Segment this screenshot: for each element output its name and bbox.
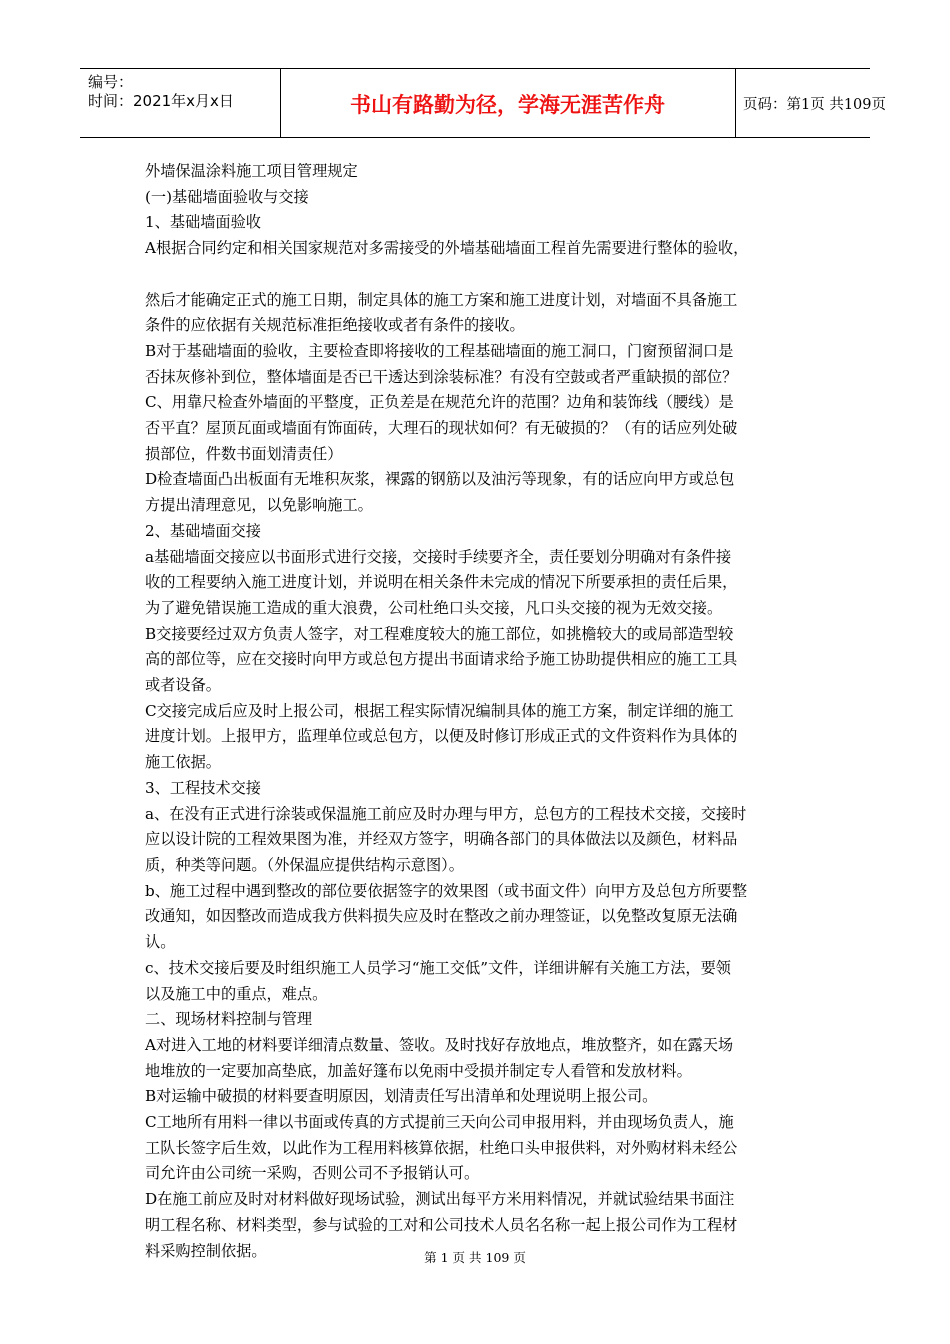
body-line: 司允许由公司统一采购，否则公司不予报销认可。 bbox=[145, 1164, 480, 1183]
body-line: 明工程名称、材料类型，参与试验的工对和公司技术人员名名称一起上报公司作为工程材 bbox=[145, 1215, 738, 1234]
body-line: 否平直？屋顶瓦面或墙面有饰面砖，大理石的现状如何？有无破损的？（有的话应列处破 bbox=[145, 419, 738, 438]
body-line: 外墙保温涂料施工项目管理规定 bbox=[145, 162, 358, 180]
body-line: a基础墙面交接应以书面形式进行交接，交接时手续要齐全，责任要划分明确对有条件接 bbox=[145, 547, 732, 566]
body-line: 进度计划。上报甲方，监理单位或总包方，以便及时修订形成正式的文件资料作为具体的 bbox=[145, 727, 738, 746]
body-line: C工地所有用料一律以书面或传真的方式提前三天向公司申报用料，并由现场负责人，施 bbox=[145, 1113, 734, 1132]
body-line: A根据合同约定和相关国家规范对多需接受的外墙基础墙面工程首先需要进行整体的验收， bbox=[145, 239, 749, 258]
body-line: 损部位，件数书面划清责任） bbox=[145, 444, 343, 463]
body-line: a、在没有正式进行涂装或保温施工前应及时办理与甲方，总包方的工程技术交接，交接时 bbox=[145, 804, 747, 823]
body-line: 或者设备。 bbox=[145, 676, 221, 695]
body-line: 质，种类等问题。（外保温应提供结构示意图）。 bbox=[145, 855, 464, 874]
body-line: 改通知，如因整改而造成我方供料损失应及时在整改之前办理签证，以免整改复原无法确 bbox=[145, 907, 738, 926]
header-page-info: 页码：第1页 共109页 bbox=[743, 97, 887, 113]
body-line: 高的部位等，应在交接时向甲方或总包方提出书面请求给予施工协助提供相应的施工工具 bbox=[145, 650, 738, 669]
body-line: b、施工过程中遇到整改的部位要依据签字的效果图（或书面文件）向甲方及总包方所要整 bbox=[145, 881, 748, 900]
header-motto: 书山有路勤为径，学海无涯苦作舟 bbox=[350, 93, 665, 117]
document-number-label: 编号： bbox=[88, 73, 134, 91]
body-line: B交接要经过双方负责人签字，对工程难度较大的施工部位，如挑檐较大的或局部造型较 bbox=[145, 624, 734, 643]
body-line: A对进入工地的材料要详细清点数量、签收。及时找好存放地点，堆放整齐，如在露天场 bbox=[145, 1035, 734, 1054]
body-line: 1、基础墙面验收 bbox=[145, 213, 261, 232]
blank-line bbox=[145, 262, 810, 288]
page-footer: 第 1 页 共 109 页 bbox=[424, 1250, 526, 1265]
header-left-cell bbox=[80, 69, 281, 137]
body-line: 收的工程要纳入施工进度计划，并说明在相关条件未完成的情况下所要承担的责任后果， bbox=[145, 573, 738, 592]
body-line: D在施工前应及时对材料做好现场试验，测试出每平方米用料情况，并就试验结果书面注 bbox=[145, 1190, 735, 1209]
body-line: C、用靠尺检查外墙面的平整度，正负差是在规范允许的范围？边角和装饰线（腰线）是 bbox=[145, 393, 734, 412]
body-line: 以及施工中的重点，难点。 bbox=[145, 984, 328, 1003]
body-line: 施工依据。 bbox=[145, 753, 221, 772]
body-line: 条件的应依据有关规范标准拒绝接收或者有条件的接收。 bbox=[145, 316, 525, 335]
body-line: C交接完成后应及时上报公司，根据工程实际情况编制具体的施工方案，制定详细的施工 bbox=[145, 701, 734, 720]
page-header bbox=[80, 68, 887, 138]
body-line: 3、工程技术交接 bbox=[145, 778, 261, 797]
body-line: 方提出清理意见，以免影响施工。 bbox=[145, 496, 373, 515]
document-body bbox=[145, 159, 810, 1264]
body-line: (一)基础墙面验收与交接 bbox=[145, 187, 309, 206]
body-line: 否抹灰修补到位，整体墙面是否已干透达到涂装标准？有没有空鼓或者严重缺损的部位？ bbox=[145, 367, 738, 386]
body-line: 工队长签字后生效，以此作为工程用料核算依据，杜绝口头申报供料，对外购材料未经公 bbox=[145, 1138, 738, 1157]
body-line: c、技术交接后要及时组织施工人员学习“施工交低”文件，详细讲解有关施工方法，要领 bbox=[145, 958, 731, 977]
body-line: 料采购控制依据。 bbox=[145, 1241, 267, 1260]
header-center-cell bbox=[280, 69, 736, 137]
body-line: 二、现场材料控制与管理 bbox=[145, 1010, 313, 1029]
document-time-label: 时间：2021年x月x日 bbox=[88, 92, 234, 110]
body-line: 应以设计院的工程效果图为准，并经双方签字，明确各部门的具体做法以及颜色，材料品 bbox=[145, 830, 738, 849]
body-line: 为了避免错误施工造成的重大浪费，公司杜绝口头交接，凡口头交接的视为无效交接。 bbox=[145, 598, 723, 617]
body-line: 然后才能确定正式的施工日期，制定具体的施工方案和施工进度计划，对墙面不具备施工 bbox=[145, 290, 738, 309]
body-line: B对运输中破损的材料要查明原因，划清责任写出清单和处理说明上报公司。 bbox=[145, 1087, 658, 1106]
header-right-cell bbox=[735, 69, 887, 137]
body-line: D检查墙面凸出板面有无堆积灰浆，裸露的钢筋以及油污等现象，有的话应向甲方或总包 bbox=[145, 470, 735, 489]
body-line: 认。 bbox=[145, 933, 176, 952]
body-line: 地堆放的一定要加高垫底，加盖好篷布以免雨中受损并制定专人看管和发放材料。 bbox=[145, 1061, 692, 1080]
body-line: B对于基础墙面的验收，主要检查即将接收的工程基础墙面的施工洞口，门窗预留洞口是 bbox=[145, 341, 734, 360]
body-line: 2、基础墙面交接 bbox=[145, 521, 261, 540]
